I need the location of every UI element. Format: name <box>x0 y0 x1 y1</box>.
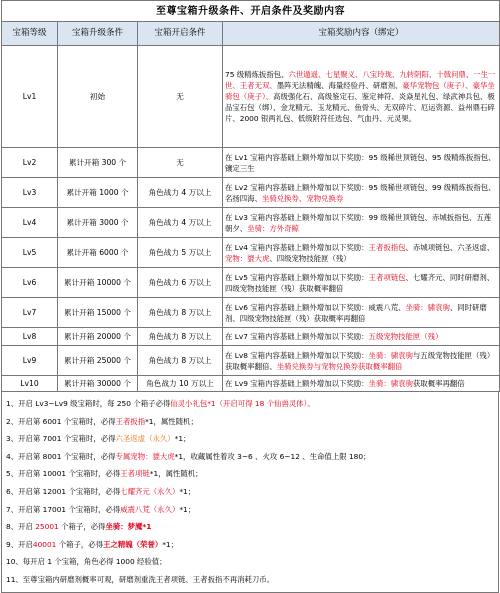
reward-text: 在 Lv1 宝箱内容基础上额外增加以下奖励：95 级稀世顶链包、95 级精炼扳指包、镶定三生 <box>225 152 496 173</box>
upgrade-cell: 累计开箱 10000 个 <box>58 268 138 298</box>
reward-text: 、四级宠物技能匣（残） <box>269 253 351 263</box>
title-row <box>2 1 500 22</box>
note-text: 25001 <box>35 522 59 532</box>
note-text: 4、开启第 8001 个宝箱时，必得 <box>6 451 116 461</box>
reward-text: 墨阵无法精魄、海量经验丹、研磨剂、 <box>276 81 403 90</box>
reward-text: 75 级精炼扳指包、 <box>225 70 289 79</box>
note-text: 1、开启 Lv3~Lv9 级宝箱时，每 250 个箱子必得 <box>6 399 171 408</box>
open-cell: 角色战力 10 万以上 <box>138 376 223 392</box>
note-text: 仙灵小礼包 <box>170 399 208 408</box>
note-text: 威震八荒（永久） <box>120 504 180 514</box>
note-line <box>6 395 494 413</box>
reward-text: 在 Lv2 宝箱内容基础上额外增加以下奖励：95 级稀世项链包、99 级精炼扳指包、名扬四海、 <box>225 182 496 203</box>
reward-text: 在 Lv8 宝箱内容基础上额外增加以下奖励： <box>225 350 369 360</box>
reward-text: 坐骑兑换券、宠物兑换券 <box>261 193 344 203</box>
reward-text: 坐骑：骕袁驹 <box>405 302 450 312</box>
reward-text: 坐骑：骕袁驹 <box>368 379 413 388</box>
reward-text: 、七耀齐元、同时研磨剂、四级宠物技能匣（残）获取概率翻倍 <box>225 272 495 293</box>
reward-text: 豪华宠物包（庚子）、豪华坐骑包（庚子）、 <box>225 81 495 101</box>
reward-text: 王者项链包 <box>368 272 406 282</box>
note-text: *1，收藏属性着攻 3~6 、火攻 6~12 、生命值上限 180； <box>174 451 371 461</box>
table-row <box>2 346 500 376</box>
level-cell: Lv10 <box>2 376 58 392</box>
open-cell: 角色战力 4 万以上 <box>138 208 223 238</box>
reward-text: 、赤城项链包、六圣返虚、 <box>405 242 495 252</box>
note-text: 2、开启第 6001 个宝箱时，必得 <box>6 416 116 426</box>
reward-cell <box>223 298 500 328</box>
header-level: 宝箱等级 <box>2 22 58 46</box>
note-text: 王者扳指 <box>115 416 146 426</box>
level-cell: Lv6 <box>2 268 58 298</box>
level-cell: Lv9 <box>2 346 58 376</box>
note-text: 5、开启第 10001 个宝箱时，必得 <box>6 469 121 479</box>
table-row <box>2 46 500 148</box>
upgrade-cell: 累计开箱 25000 个 <box>58 346 138 376</box>
note-text: 王之精魄（荣誉） <box>103 539 163 549</box>
reward-text: 在 Lv6 宝箱内容基础上额外增加以下奖励：威震八荒、 <box>225 302 406 312</box>
reward-text: 在 Lv9 宝箱内容基础上额外增加以下奖励： <box>225 379 369 388</box>
note-text: *1； <box>179 486 196 496</box>
note-text: *1（开启可得 18 个仙兽灵体）。 <box>207 399 315 408</box>
open-cell: 角色战力 8 万以上 <box>138 298 223 328</box>
upgrade-cell: 累计开箱 6000 个 <box>58 238 138 268</box>
note-text: 专属宠物：貔大虎 <box>115 451 175 461</box>
reward-text: 与五级宠物技能匣（残）获取概率翻倍、 <box>225 350 495 371</box>
note-text: *1，属性随机； <box>149 469 203 479</box>
reward-cell <box>223 346 500 376</box>
note-text: 10、每开启 1 个宝箱，角色必得 1000 经验值； <box>6 557 167 567</box>
note-text: 11、至尊宝箱内研磨剂概率可观，研磨剂重洗王者项链、王者扳指不再消耗刀币。 <box>6 574 275 584</box>
reward-text: 五级宠物技能匣（残） <box>368 332 443 341</box>
note-line <box>6 571 494 589</box>
note-text: 8、开启 <box>6 522 36 532</box>
reward-cell <box>223 238 500 268</box>
level-cell: Lv5 <box>2 238 58 268</box>
reward-text: 王者扳指包 <box>368 242 406 252</box>
note-text: 七耀齐元（永久） <box>120 486 180 496</box>
table-row <box>2 148 500 178</box>
reward-cell <box>223 178 500 208</box>
reward-text: 获取概率再翻倍 <box>412 379 465 388</box>
note-line <box>6 448 494 466</box>
reward-cell <box>223 46 500 148</box>
open-cell: 无 <box>138 148 223 178</box>
reward-table <box>1 0 500 392</box>
note-line <box>6 483 494 501</box>
reward-text: 宠物：貔大虎 <box>225 253 270 263</box>
note-text: *1； <box>162 539 179 549</box>
note-text: 王者项链 <box>120 469 150 479</box>
header-open: 宝箱开启条件 <box>138 22 223 46</box>
reward-cell <box>223 268 500 298</box>
note-line <box>6 430 494 448</box>
level-cell: Lv2 <box>2 148 58 178</box>
open-cell: 无 <box>138 46 223 148</box>
note-text: 个箱子，必得 <box>58 522 106 532</box>
reward-text: 坐骑兑换券与宠物兑换券获取概率翻倍 <box>276 361 403 371</box>
note-text: 6、开启第 12001 个宝箱时，必得 <box>6 486 121 496</box>
reward-text: 坐骑：方外奇鲸 <box>247 223 299 233</box>
table-title: 至尊宝箱升级条件、开启条件及奖励内容 <box>2 1 500 22</box>
reward-text: 、同时研磨剂、四级宠物技能匣（残）获取概率再翻倍 <box>225 302 487 323</box>
reward-text: 坐骑：骕袁驹 <box>368 350 413 360</box>
table-row <box>2 298 500 328</box>
reward-text: 在 Lv7 宝箱内容基础上额外增加以下奖励： <box>225 332 369 341</box>
header-row <box>2 22 500 46</box>
table-row <box>2 376 500 392</box>
note-line <box>6 553 494 571</box>
level-cell: Lv8 <box>2 328 58 346</box>
note-text: 3、开启第 7001 个宝箱时，必得 <box>6 434 116 444</box>
reward-cell <box>223 148 500 178</box>
reward-text: 高级强化石、高级鉴定石、鉴定神符、炎焱星礼包、绿武神兵包、极品宝石包（绑）、金龙精元、玉龙精元、鱼骨头、无双碎片、厄运资源、益州鼎石碎片、2000 银两礼包、低级附符任选包、气血丹、元灵果。 <box>225 92 495 123</box>
note-text: *1； <box>174 434 191 444</box>
table-row <box>2 328 500 346</box>
table-row <box>2 268 500 298</box>
table-row <box>2 238 500 268</box>
note-text: 六圣返虚（永久） <box>115 434 175 444</box>
note-line <box>6 501 494 519</box>
note-line <box>6 536 494 554</box>
open-cell: 角色战力 5 万以上 <box>138 238 223 268</box>
note-text: 7、开启第 17001 个宝箱时，必得 <box>6 504 121 514</box>
note-line <box>6 518 494 536</box>
upgrade-cell: 累计开箱 30000 个 <box>58 376 138 392</box>
note-text: *1，属性随机； <box>145 416 198 426</box>
note-line <box>6 465 494 483</box>
open-cell: 角色战力 8 万以上 <box>138 328 223 346</box>
reward-text: 六世遁遥、七星聚义、八宝玲珑、九转阴阳、十戟问鼎、一生一世、王者无双、 <box>225 70 496 90</box>
upgrade-cell: 累计开箱 20000 个 <box>58 328 138 346</box>
open-cell: 角色战力 4 万以上 <box>138 178 223 208</box>
open-cell: 角色战力 8 万以上 <box>138 346 223 376</box>
note-text: 9、开启 <box>6 539 33 549</box>
reward-text: 在 Lv5 宝箱内容基础上额外增加以下奖励： <box>225 272 369 282</box>
note-line <box>6 413 494 431</box>
level-cell: Lv7 <box>2 298 58 328</box>
upgrade-cell: 累计开箱 300 个 <box>58 148 138 178</box>
note-text: 个箱子，必得 <box>56 539 104 549</box>
notes-table <box>1 391 499 593</box>
upgrade-cell: 初始 <box>58 46 138 148</box>
level-cell: Lv4 <box>2 208 58 238</box>
level-cell: Lv1 <box>2 46 58 148</box>
reward-text: 在 Lv4 宝箱内容基础上额外增加以下奖励： <box>225 242 369 252</box>
note-text: *1； <box>179 504 196 514</box>
level-cell: Lv3 <box>2 178 58 208</box>
reward-cell <box>223 376 500 392</box>
reward-cell <box>223 328 500 346</box>
reward-cell <box>223 208 500 238</box>
upgrade-cell: 累计开箱 15000 个 <box>58 298 138 328</box>
note-text: 坐骑：梦魇*1 <box>105 522 152 532</box>
header-upgrade: 宝箱升级条件 <box>58 22 138 46</box>
reward-text: 在 Lv3 宝箱内容基础上额外增加以下奖励：99 级稀世顶链包、赤城扳指包、五莲朝夕、 <box>225 212 492 233</box>
note-text: 40001 <box>32 539 57 549</box>
open-cell: 角色战力 6 万以上 <box>138 268 223 298</box>
upgrade-cell: 累计开箱 1000 个 <box>58 178 138 208</box>
table-row <box>2 208 500 238</box>
header-reward: 宝箱奖励内容（绑定） <box>223 22 500 46</box>
upgrade-cell: 累计开箱 3000 个 <box>58 208 138 238</box>
notes-cell <box>2 392 499 593</box>
table-row <box>2 178 500 208</box>
